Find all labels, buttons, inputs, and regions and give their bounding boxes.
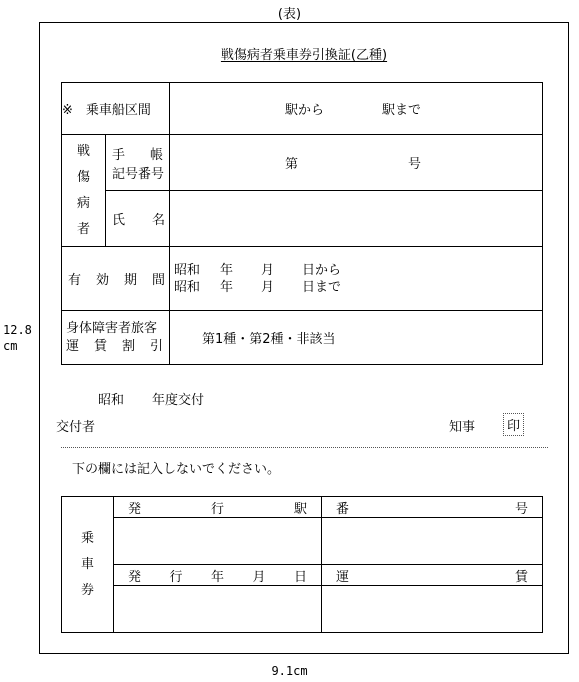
day-to-text: 日まで xyxy=(302,279,342,295)
day-from-text: 日から xyxy=(302,262,342,278)
station-header-char: 発 xyxy=(128,501,142,517)
note-text: 下の欄には記入しないでください。 xyxy=(72,462,281,477)
issue-year-label: 年度交付 xyxy=(152,393,205,408)
name-label-char: 名 xyxy=(151,213,165,228)
station-header xyxy=(114,497,322,518)
notebook-label-line2: 記号番号 xyxy=(112,166,165,182)
disability-label-char: 引 xyxy=(149,338,163,354)
era-text: 昭和 xyxy=(174,279,201,295)
main-table xyxy=(61,82,543,365)
section-value[interactable] xyxy=(170,83,543,135)
ticket-table xyxy=(61,496,543,633)
name-label xyxy=(106,191,170,247)
validity-label xyxy=(62,247,170,311)
date-header-char: 年 xyxy=(210,569,224,585)
station-header-char: 駅 xyxy=(293,501,307,517)
seal-mark: 印 xyxy=(503,413,524,436)
form-title xyxy=(39,44,569,63)
name-row xyxy=(62,191,543,247)
height-value: 12.8 xyxy=(3,323,32,337)
veteran-char: 者 xyxy=(76,221,90,237)
number-prefix: 第 xyxy=(285,157,299,172)
ticket-char: 券 xyxy=(80,582,94,598)
form-title-text: 戦傷病者乗車券引換証(乙種) xyxy=(220,48,388,63)
notebook-label xyxy=(106,135,170,191)
notebook-row xyxy=(62,135,543,191)
station-value[interactable] xyxy=(114,518,322,565)
fare-header-char: 賃 xyxy=(514,569,528,585)
validity-line-1 xyxy=(174,262,542,279)
validity-label-char: 有 xyxy=(68,273,82,288)
issuer-label: 交付者 xyxy=(56,420,96,435)
width-dimension: 9.1cm xyxy=(271,664,308,678)
era-text: 昭和 xyxy=(174,262,201,278)
disability-label xyxy=(62,311,170,365)
side-label: (表) xyxy=(277,7,302,22)
number-header-char: 番 xyxy=(336,501,350,517)
fare-header-char: 運 xyxy=(336,569,350,585)
validity-value[interactable] xyxy=(170,247,543,311)
validity-label-char: 効 xyxy=(95,273,109,288)
number-header-char: 号 xyxy=(514,501,528,517)
ticket-char: 乗 xyxy=(80,530,94,546)
disability-row xyxy=(62,311,543,365)
month-text: 月 xyxy=(261,279,275,295)
notebook-label-char: 手 xyxy=(112,147,126,163)
disability-label-char: 運 xyxy=(66,338,80,354)
number-value[interactable] xyxy=(322,518,543,565)
notebook-label-char: 帳 xyxy=(149,147,163,163)
disability-value-text: 第1種・第2種・非該当 xyxy=(202,332,336,347)
height-unit: cm xyxy=(3,339,18,353)
ticket-header-row-2 xyxy=(62,565,543,586)
cut-line xyxy=(61,447,548,448)
name-label-char: 氏 xyxy=(112,213,126,228)
date-header xyxy=(114,565,322,586)
veteran-char: 傷 xyxy=(76,169,90,185)
section-row xyxy=(62,83,543,135)
height-dimension xyxy=(3,322,32,354)
section-to: 駅まで xyxy=(382,103,422,118)
ticket-char: 車 xyxy=(80,556,94,572)
disability-label-line1: 身体障害者旅客 xyxy=(66,320,158,336)
governor-label: 知事 xyxy=(449,420,476,435)
date-header-char: 発 xyxy=(128,569,142,585)
ticket-header-row-1 xyxy=(62,497,543,518)
veteran-label xyxy=(62,135,106,247)
number-suffix: 号 xyxy=(408,157,422,172)
year-text: 年 xyxy=(220,262,234,278)
disability-label-char: 割 xyxy=(121,338,135,354)
veteran-char: 病 xyxy=(76,195,90,211)
ticket-blank-row-1 xyxy=(62,518,543,565)
section-from: 駅から xyxy=(285,103,325,118)
fare-header xyxy=(322,565,543,586)
ticket-blank-row-2 xyxy=(62,586,543,633)
date-header-char: 行 xyxy=(169,569,183,585)
date-header-char: 日 xyxy=(293,569,307,585)
veteran-char: 戦 xyxy=(76,143,90,159)
date-value[interactable] xyxy=(114,586,322,633)
date-header-char: 月 xyxy=(252,569,266,585)
validity-row xyxy=(62,247,543,311)
issue-era: 昭和 xyxy=(98,393,125,408)
year-text: 年 xyxy=(220,279,234,295)
disability-label-char: 賃 xyxy=(93,338,107,354)
number-header xyxy=(322,497,543,518)
station-header-char: 行 xyxy=(210,501,224,517)
month-text: 月 xyxy=(261,262,275,278)
disability-value[interactable] xyxy=(170,311,543,365)
validity-label-char: 間 xyxy=(151,273,165,288)
name-value[interactable] xyxy=(170,191,543,247)
validity-line-2 xyxy=(174,279,542,296)
issue-date-line xyxy=(98,389,204,408)
notebook-value[interactable] xyxy=(170,135,543,191)
validity-label-char: 期 xyxy=(123,273,137,288)
fare-value[interactable] xyxy=(322,586,543,633)
section-label: ※ 乗車船区間 xyxy=(62,83,170,135)
ticket-label xyxy=(62,497,114,633)
